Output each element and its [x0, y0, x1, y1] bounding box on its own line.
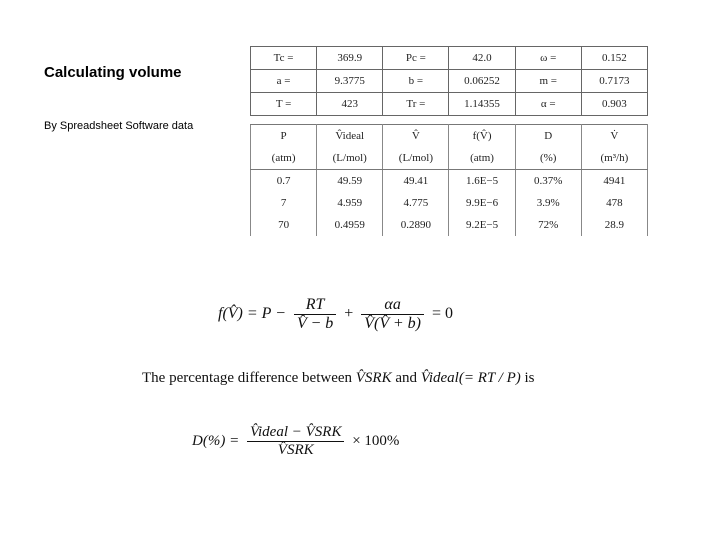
fraction-alpha-a [361, 296, 424, 333]
sentence-part: is [520, 370, 535, 386]
parameter-table [250, 46, 648, 116]
fraction-denominator: V̂ − b [296, 315, 334, 332]
results-cell: 0.4959 [317, 214, 383, 236]
v-srk-symbol: V̂SRK [355, 370, 392, 386]
fraction-denominator: V̂(V̂ + b) [364, 315, 421, 332]
results-cell: 478 [581, 192, 647, 214]
results-row [251, 192, 648, 214]
equation-lhs: D(%) = [192, 432, 240, 449]
results-cell: 28.9 [581, 214, 647, 236]
parameter-label: a = [251, 70, 317, 93]
difference-fraction [247, 424, 345, 459]
equation-rhs: = 0 [431, 305, 454, 323]
results-row [251, 214, 648, 236]
fraction-denominator: V̂SRK [277, 442, 314, 458]
srk-equation [218, 296, 453, 333]
equation-rhs: × 100% [352, 432, 400, 449]
results-cell: 70 [251, 214, 317, 236]
sentence-part: The percentage difference between [142, 370, 356, 386]
parameter-label: T = [251, 93, 317, 116]
ideal-definition: (= RT / P) [458, 370, 521, 386]
parameter-label: Pc = [383, 47, 449, 70]
parameter-value: 42.0 [449, 47, 515, 70]
results-cell: 0.7 [251, 170, 317, 193]
fraction-numerator: RT [294, 296, 336, 315]
results-header-row [251, 125, 648, 148]
equation-lhs: f(V̂) = P − [218, 305, 286, 323]
slide-subtitle: By Spreadsheet Software data [44, 120, 194, 132]
results-cell: 9.2E−5 [449, 214, 515, 236]
parameter-label: m = [515, 70, 581, 93]
parameter-label: Tc = [251, 47, 317, 70]
results-row [251, 170, 648, 193]
parameter-row [251, 70, 648, 93]
results-cell: 4.959 [317, 192, 383, 214]
v-ideal-symbol: V̂ideal [420, 370, 459, 386]
results-cell: 3.9% [515, 192, 581, 214]
percentage-difference-sentence [142, 370, 535, 387]
unit-cell: (m³/h) [581, 147, 647, 170]
results-table [250, 124, 648, 236]
unit-cell: (atm) [251, 147, 317, 170]
parameter-value: 9.3775 [317, 70, 383, 93]
parameter-label: α = [515, 93, 581, 116]
results-cell: 4941 [581, 170, 647, 193]
parameter-row [251, 93, 648, 116]
results-cell: 4.775 [383, 192, 449, 214]
parameter-label: b = [383, 70, 449, 93]
unit-cell: (L/mol) [383, 147, 449, 170]
results-cell: 49.59 [317, 170, 383, 193]
parameter-row [251, 47, 648, 70]
plus-sign: + [344, 305, 354, 323]
results-cell: 72% [515, 214, 581, 236]
parameter-value: 0.06252 [449, 70, 515, 93]
header-cell: P [251, 125, 317, 148]
results-cell: 1.6E−5 [449, 170, 515, 193]
unit-cell: (%) [515, 147, 581, 170]
parameter-value: 0.7173 [581, 70, 647, 93]
fraction-numerator: αa [361, 296, 424, 315]
header-cell: V̂ [383, 125, 449, 148]
parameter-value: 423 [317, 93, 383, 116]
results-cell: 0.37% [515, 170, 581, 193]
parameter-value: 0.903 [581, 93, 647, 116]
results-cell: 49.41 [383, 170, 449, 193]
header-cell: V̂ideal [317, 125, 383, 148]
percent-difference-equation [192, 424, 399, 459]
fraction-rt [294, 296, 336, 333]
unit-cell: (atm) [449, 147, 515, 170]
results-cell: 7 [251, 192, 317, 214]
parameter-label: Tr = [383, 93, 449, 116]
header-cell: V̇ [581, 125, 647, 148]
header-cell: f(V̂) [449, 125, 515, 148]
results-cell: 0.2890 [383, 214, 449, 236]
results-cell: 9.9E−6 [449, 192, 515, 214]
parameter-value: 0.152 [581, 47, 647, 70]
fraction-numerator: V̂ideal − V̂SRK [247, 424, 345, 442]
header-cell: D [515, 125, 581, 148]
scanned-tables [250, 46, 648, 268]
parameter-value: 1.14355 [449, 93, 515, 116]
unit-cell: (L/mol) [317, 147, 383, 170]
parameter-label: ω = [515, 47, 581, 70]
results-units-row [251, 147, 648, 170]
sentence-part: and [391, 370, 421, 386]
parameter-value: 369.9 [317, 47, 383, 70]
slide-title: Calculating volume [44, 64, 182, 81]
